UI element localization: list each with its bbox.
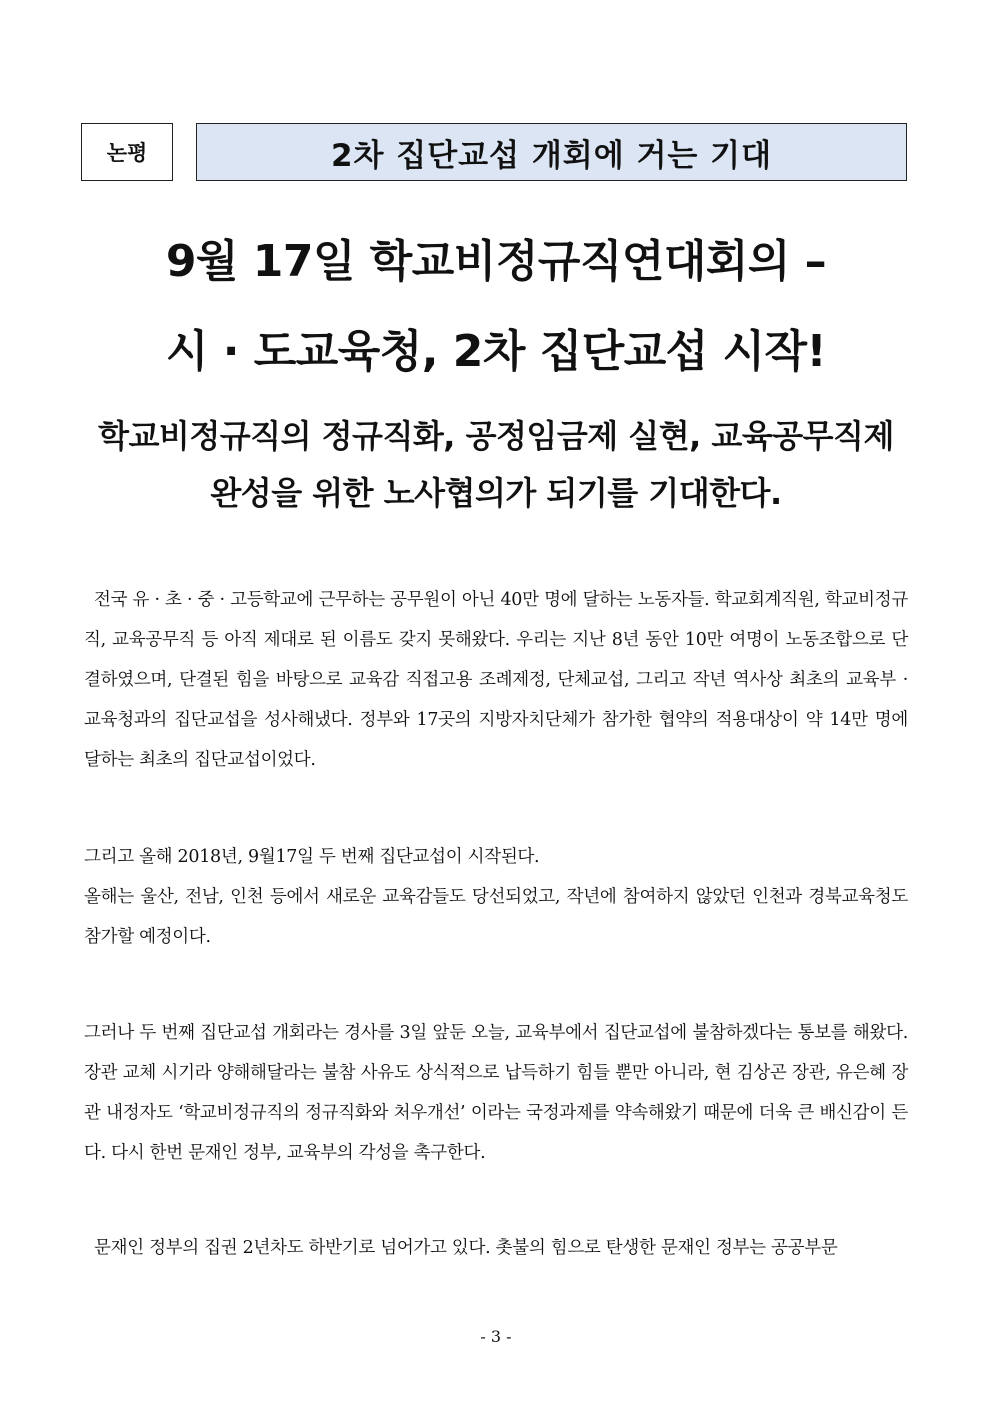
body-paragraph-4: 문재인 정부의 집권 2년차도 하반기로 넘어가고 있다. 촛불의 힘으로 탄생한 문재인 정부는 공공부문	[94, 1238, 838, 1258]
headline-line-1: 9월 17일 학교비정규직연대회의 –	[165, 236, 827, 287]
page-number: - 3 -	[480, 1327, 512, 1346]
category-label: 논평	[81, 123, 173, 181]
body-paragraph-2-line-2: 올해는 울산, 전남, 인천 등에서 새로운 교육감들도 당선되었고, 작년에 참여하지 않았던 인천과 경북교육청도 참가할 예정이다.	[84, 887, 908, 947]
body-paragraph-2	[84, 837, 908, 957]
headline-line-2: 시 · 도교육청, 2차 집단교섭 시작!	[165, 326, 827, 377]
subheadline-line-2: 완성을 위한 노사협의가 되기를 기대한다.	[210, 474, 782, 512]
body-paragraph-3: 그러나 두 번째 집단교섭 개회라는 경사를 3일 앞둔 오늘, 교육부에서 집단교섭에 불참하겠다는 통보를 해왔다. 장관 교체 시기라 양해해달라는 불참 사유도 상식적으로 납득하기 힘들 뿐만 아니라, 현 김상곤 장관, 유은혜 장관 내정자도 ‘학교비정규직의 정규직화와 처우개선’ 이라는 국정과제를 약속해왔기 때문에 더욱 큰 배신감이 든다. 다시 한번 문재인 정부, 교육부의 각성을 촉구한다.	[84, 1023, 908, 1163]
subheadline-line-1: 학교비정규직의 정규직화, 공정임금제 실현, 교육공무직제	[98, 417, 894, 455]
body-paragraph-1: 전국 유 · 초 · 중 · 고등학교에 근무하는 공무원이 아닌 40만 명에 달하는 노동자들. 학교회계직원, 학교비정규직, 교육공무직 등 아직 제대로 된 이름도 갖지 못해왔다. 우리는 지난 8년 동안 10만 여명이 노동조합으로 단결하였으며, 단결된 힘을 바탕으로 교육감 직접고용 조례제정, 단체교섭, 그리고 작년 역사상 최초의 교육부 · 교육청과의 집단교섭을 성사해냈다. 정부와 17곳의 지방자치단체가 참가한 협약의 적용대상이 약 14만 명에 달하는 최초의 집단교섭이었다.	[84, 590, 908, 770]
document-title: 2차 집단교섭 개회에 거는 기대	[196, 123, 907, 181]
body-paragraph-2-line-1: 그리고 올해 2018년, 9월17일 두 번째 집단교섭이 시작된다.	[84, 847, 540, 867]
